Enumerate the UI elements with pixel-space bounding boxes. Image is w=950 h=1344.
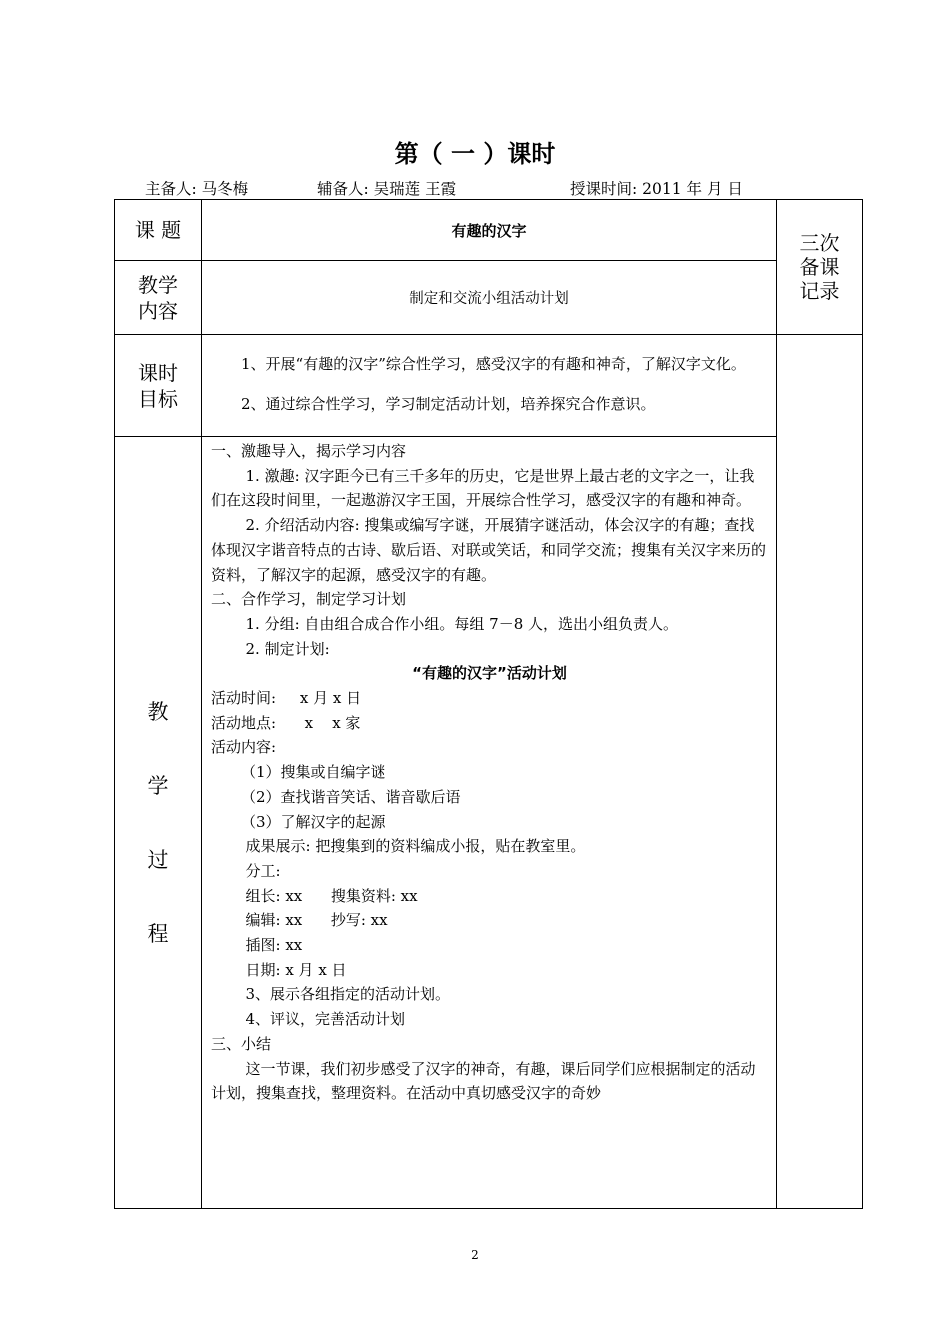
content-label-line: 内容 [138, 298, 178, 323]
paragraph: 1. 分组: 自由组合成合作小组。每组 7－8 人，选出小组负责人。 [245, 614, 679, 633]
plan-line: 组长: xx 搜集资料: xx [245, 886, 418, 905]
plan-item: （3）了解汉字的起源 [241, 812, 386, 831]
plan-line: 成果展示: 把搜集到的资料编成小报，贴在教室里。 [245, 837, 586, 856]
topic-row [115, 200, 863, 261]
side-label-line: 三次 [799, 231, 840, 255]
section-heading: 三、小结 [211, 1034, 272, 1053]
plan-line: 活动时间: x 月 x 日 [211, 689, 362, 708]
content-label [115, 261, 202, 335]
goal-label [115, 335, 202, 437]
assist-preparer: 辅备人: 吴瑞莲 王霞 [317, 180, 457, 198]
plan-line: 插图: xx [245, 936, 303, 955]
section-heading: 一、激趣导入，揭示学习内容 [211, 442, 407, 460]
content-row [115, 261, 863, 335]
page-title: 第（ 一 ）课时 [394, 140, 556, 168]
process-content [202, 437, 777, 1209]
plan-line: 编辑: xx 抄写: xx [245, 911, 388, 930]
plan-item: （2）查找谐音笑话、谐音歇后语 [241, 787, 461, 806]
process-label-char: 程 [147, 921, 169, 946]
process-label-char: 学 [147, 773, 169, 798]
content-value: 制定和交流小组活动计划 [202, 261, 777, 335]
paragraph: 3、展示各组指定的活动计划。 [245, 985, 451, 1004]
plan-title: “有趣的汉字”活动计划 [412, 664, 567, 683]
plan-line: 活动地点: x x 家 [211, 713, 361, 732]
section-heading: 二、合作学习，制定学习计划 [211, 590, 407, 609]
topic-label: 课 题 [115, 200, 202, 261]
teach-time: 授课时间: 2011 年 月 日 [570, 180, 743, 198]
goal-label-line: 课时 [138, 360, 178, 385]
goal-text [202, 335, 777, 437]
side-label-line: 记录 [799, 279, 840, 303]
side-label-line: 备课 [799, 255, 840, 279]
plan-item: （1）搜集或自编字谜 [241, 763, 386, 782]
paragraph: 2. 制定计划: [245, 639, 330, 658]
topic-value: 有趣的汉字 [202, 200, 777, 261]
page-number: 2 [471, 1248, 479, 1262]
content-label-line: 教学 [138, 272, 178, 297]
goal-item: 1、开展“有趣的汉字”综合性学习，感受汉字的有趣和神奇，了解汉字文化。 [241, 355, 746, 373]
side-record-area [777, 335, 863, 1209]
process-label-char: 教 [147, 699, 169, 724]
lesson-plan-table [114, 199, 863, 1209]
process-row [115, 437, 863, 1209]
paragraph: 2. 介绍活动内容: 搜集或编写字谜，开展猜字谜活动，体会汉字的有趣；查找体现汉字谐音特点的古诗、歇后语、对联或笑话，和同学交流；搜集有关汉字来历的资料，了解汉字的起源，感受汉字的有趣。 [211, 516, 767, 584]
paragraph: 1. 激趣: 汉字距今已有三千多年的历史，它是世界上最古老的文字之一，让我们在这段时间里，一起遨游汉字王国，开展综合性学习，感受汉字的有趣和神奇。 [211, 466, 755, 510]
process-label-char: 过 [147, 847, 169, 872]
paragraph: 这一节课，我们初步感受了汉字的神奇，有趣，课后同学们应根据制定的活动计划，搜集查找，整理资料。在活动中真切感受汉字的奇妙 [211, 1059, 756, 1103]
plan-line: 活动内容: [211, 738, 277, 757]
goal-item: 2、通过综合性学习，学习制定活动计划，培养探究合作意识。 [241, 395, 656, 413]
goal-label-line: 目标 [138, 386, 178, 411]
plan-line: 分工: [245, 861, 281, 880]
plan-line: 日期: x 月 x 日 [245, 960, 347, 979]
goal-row [115, 335, 863, 437]
lead-preparer: 主备人: 马冬梅 [145, 180, 249, 198]
side-record-label [777, 200, 863, 335]
process-label [115, 437, 202, 1209]
paragraph: 4、评议，完善活动计划 [245, 1010, 406, 1029]
